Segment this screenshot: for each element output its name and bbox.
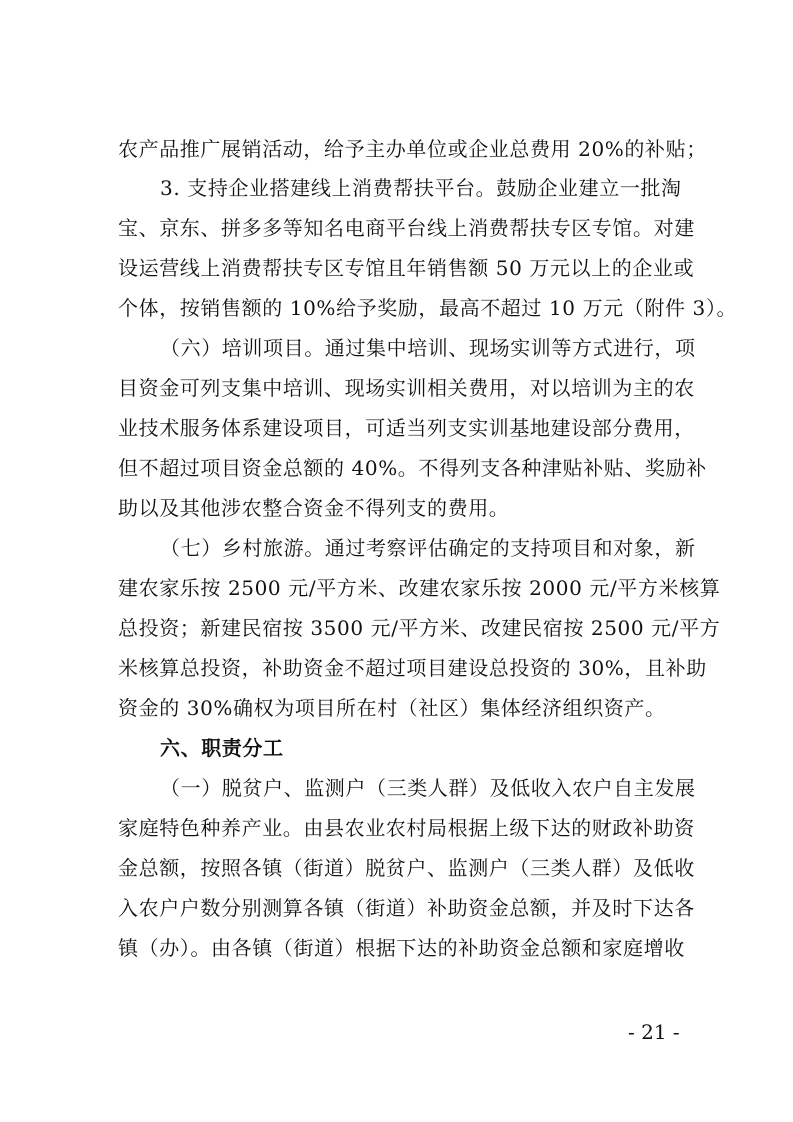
text-line: 农产品推广展销活动，给予主办单位或企业总费用 20%的补贴；	[118, 137, 707, 161]
text-line: 资金的 30%确权为项目所在村（社区）集体经济组织资产。	[118, 696, 666, 720]
text-line: 入农户户数分别测算各镇（街道）补助资金总额，并及时下达各	[118, 896, 695, 920]
section-heading: 六、职责分工	[160, 736, 284, 760]
text-line: 助以及其他涉农整合资金不得列支的费用。	[118, 496, 510, 520]
text-line: （六）培训项目。通过集中培训、现场实训等方式进行，项	[160, 336, 696, 360]
text-line: （七）乡村旅游。通过考察评估确定的支持项目和对象，新	[160, 536, 696, 560]
text-line: 目资金可列支集中培训、现场实训相关费用，对以培训为主的农	[118, 376, 695, 400]
text-line: 总投资；新建民宿按 3500 元/平方米、改建民宿按 2500 元/平方	[118, 616, 721, 640]
text-line: 镇（办）。由各镇（街道）根据下达的补助资金总额和家庭增收	[118, 936, 685, 960]
text-line: 但不超过项目资金总额的 40%。不得列支各种津贴补贴、奖励补	[118, 456, 707, 480]
text-line: 个体，按销售额的 10%给予奖励，最高不超过 10 万元（附件 3）。	[118, 296, 738, 320]
text-line: 宝、京东、拼多多等知名电商平台线上消费帮扶专区专馆。对建	[118, 216, 695, 240]
text-line: 设运营线上消费帮扶专区专馆且年销售额 50 万元以上的企业或	[118, 256, 695, 280]
text-line: （一）脱贫户、监测户（三类人群）及低收入农户自主发展	[160, 776, 696, 800]
text-line: 3. 支持企业搭建线上消费帮扶平台。鼓励企业建立一批淘	[160, 176, 682, 200]
text-line: 建农家乐按 2500 元/平方米、改建农家乐按 2000 元/平方米核算	[118, 576, 721, 600]
text-line: 家庭特色种养产业。由县农业农村局根据上级下达的财政补助资	[118, 816, 695, 840]
text-line: 米核算总投资，补助资金不超过项目建设总投资的 30%，且补助	[118, 656, 707, 680]
text-line: 业技术服务体系建设项目，可适当列支实训基地建设部分费用，	[118, 416, 695, 440]
page-number: - 21 -	[628, 1020, 680, 1044]
text-line: 金总额，按照各镇（街道）脱贫户、监测户（三类人群）及低收	[118, 856, 695, 880]
